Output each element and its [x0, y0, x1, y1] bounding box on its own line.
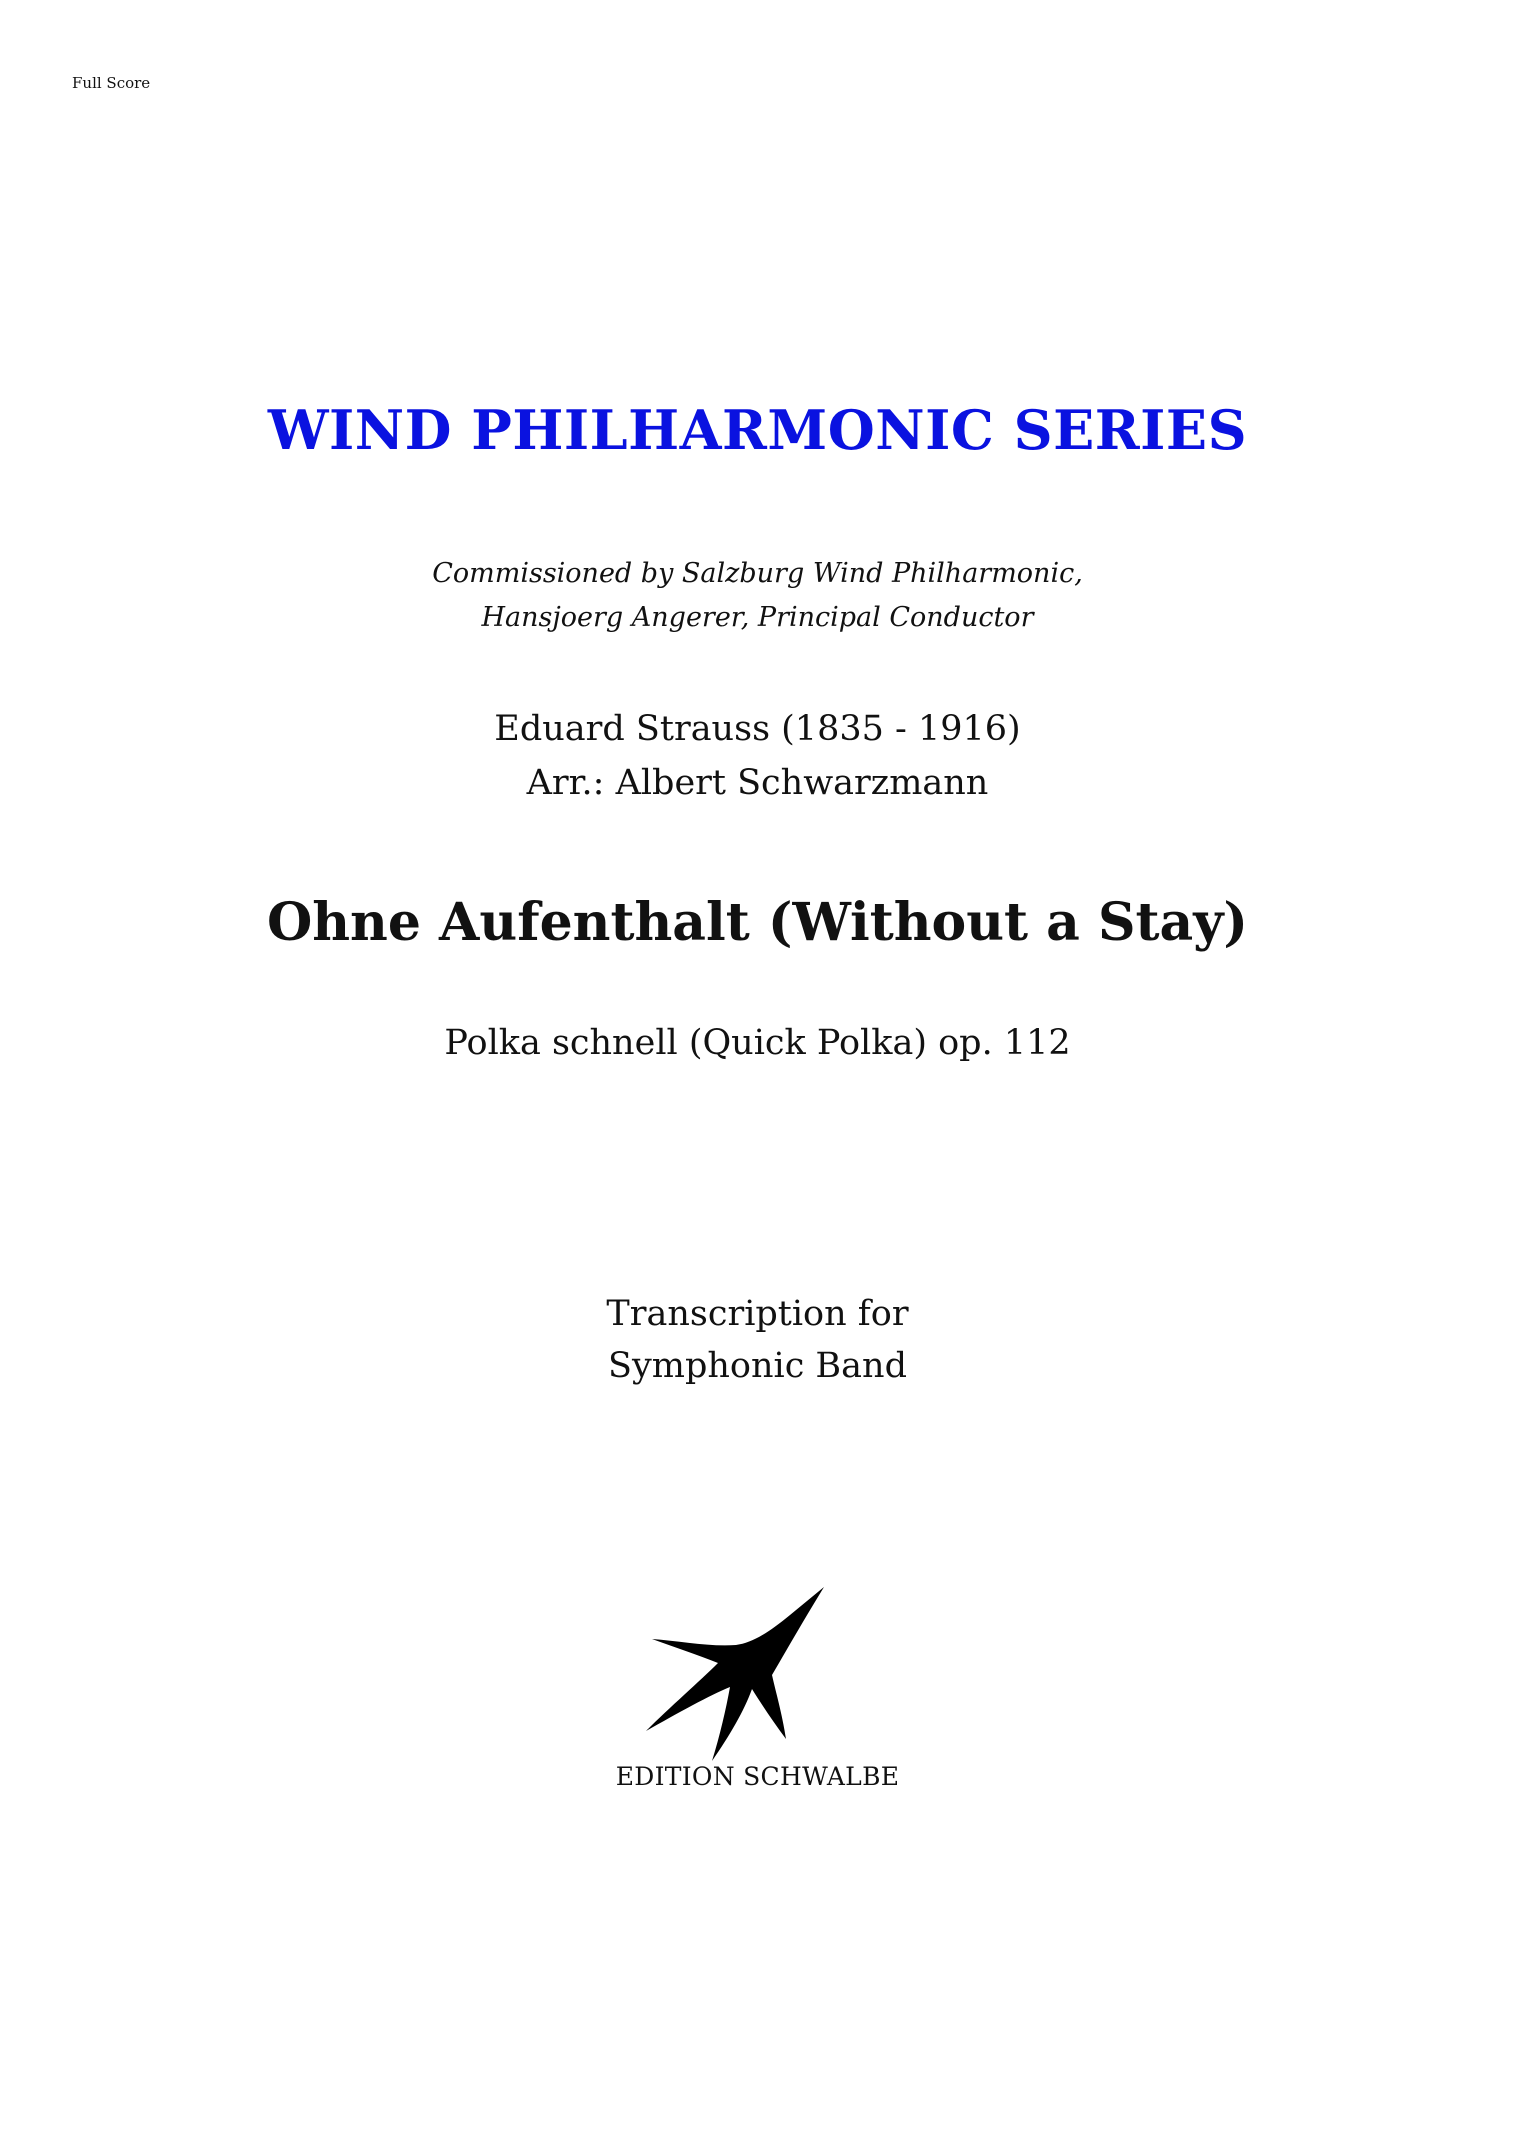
commission-line-2: Hansjoerg Angerer, Principal Conductor [481, 602, 1034, 633]
work-title: Ohne Aufenthalt (Without a Stay) [266, 892, 1249, 953]
commission-note [0, 552, 1515, 640]
transcription-line-1: Transcription for [606, 1294, 909, 1334]
series-title: WIND PHILHARMONIC SERIES [267, 398, 1248, 462]
composer-credit: Eduard Strauss (1835 - 1916) [494, 709, 1021, 749]
swallow-logo-icon [640, 1585, 830, 1765]
credits [0, 702, 1515, 810]
score-type-label: Full Score [72, 74, 151, 92]
transcription-note [0, 1288, 1515, 1392]
work-subtitle: Polka schnell (Quick Polka) op. 112 [444, 1023, 1071, 1063]
publisher-name: EDITION SCHWALBE [615, 1762, 900, 1791]
transcription-line-2: Symphonic Band [608, 1346, 907, 1386]
arranger-credit: Arr.: Albert Schwarzmann [526, 763, 989, 803]
commission-line-1: Commissioned by Salzburg Wind Philharmonic, [432, 558, 1083, 589]
